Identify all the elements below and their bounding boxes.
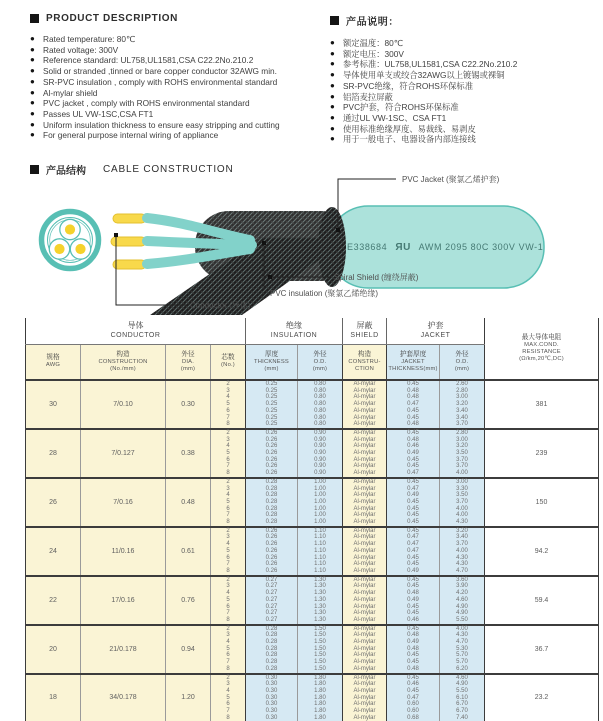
leader-dot [262, 241, 266, 245]
col-construction: 7/0.10 [81, 380, 166, 429]
col-dia: 0.94 [166, 625, 211, 674]
col-jacket-thickness: 0.45 0.47 0.47 0.47 0.45 0.45 0.49 [387, 527, 440, 576]
spec-item: ● PVC护套，符合ROHS环保标准 [330, 102, 598, 113]
awg-row-20 [26, 625, 599, 674]
spec-item: ● 参考标准：UL758,UL1581,CSA C22.2No.210.2 [330, 59, 598, 70]
spec-item: ● 用于一般电子、电器设备内部连接线 [330, 134, 598, 145]
spec-list-en [30, 34, 320, 141]
spec-item: ● 通过UL VW-1SC、CSA FT1 [330, 113, 598, 124]
col-ins-thickness: 0.28 0.28 0.28 0.28 0.28 0.28 0.28 [246, 625, 298, 674]
col-jacket-od: 2.80 3.00 3.20 3.50 3.70 3.70 4.00 [440, 429, 485, 478]
cable-cross-section-icon [42, 212, 99, 269]
col-cores: 2 3 4 5 6 7 8 [211, 478, 246, 527]
group-header-conductor: 导体 CONDUCTOR [26, 318, 246, 344]
table-group-header-row [26, 318, 599, 344]
awg-row-28 [26, 429, 599, 478]
col-awg: 28 [26, 429, 81, 478]
col-resistance: 150 [485, 478, 599, 527]
square-bullet-icon [30, 165, 39, 174]
column-header-8: 外径 O.D. (mm) [440, 344, 485, 380]
awg-row-22 [26, 576, 599, 625]
col-construction: 17/0.16 [81, 576, 166, 625]
awg-row-26 [26, 478, 599, 527]
label-conductor: Conductor (导体) [190, 301, 251, 310]
square-bullet-icon [30, 14, 39, 23]
col-ins-od: 1.80 1.80 1.80 1.80 1.80 1.80 1.80 [298, 674, 343, 721]
col-construction: 7/0.127 [81, 429, 166, 478]
col-jacket-od: 3.00 3.30 3.50 3.70 4.00 4.00 4.30 [440, 478, 485, 527]
col-awg: 18 [26, 674, 81, 721]
leader-dot [268, 275, 272, 279]
col-construction: 7/0.16 [81, 478, 166, 527]
col-awg: 26 [26, 478, 81, 527]
col-ins-thickness: 0.26 0.26 0.26 0.26 0.26 0.26 0.26 [246, 429, 298, 478]
awg-row-30 [26, 380, 599, 429]
spec-item: ● Uniform insulation thickness to ensure easy stripping and cutting [30, 120, 320, 131]
leader-dot [336, 228, 340, 232]
construction-title-zh: 产品结构 [46, 166, 86, 177]
product-description-en [30, 13, 320, 141]
col-cores: 2 3 4 5 6 7 8 [211, 576, 246, 625]
spec-item: ● Al-mylar shield [30, 88, 320, 99]
col-jacket-thickness: 0.45 0.48 0.48 0.47 0.45 0.45 0.48 [387, 380, 440, 429]
col-ins-thickness: 0.27 0.27 0.27 0.27 0.27 0.27 0.27 [246, 576, 298, 625]
col-cores: 2 3 4 5 6 7 8 [211, 380, 246, 429]
col-dia: 0.30 [166, 380, 211, 429]
spec-item: ● SR-PVC绝缘，符合ROHS环保标准 [330, 81, 598, 92]
col-ins-thickness: 0.30 0.30 0.30 0.30 0.30 0.30 0.30 [246, 674, 298, 721]
spec-item: ● Reference standard: UL758,UL1581,CSA C22.2No.210.2 [30, 55, 320, 66]
conductor-bar [113, 260, 146, 269]
cable-construction-diagram [0, 175, 603, 316]
col-construction: 11/0.16 [81, 527, 166, 576]
col-jacket-od: 2.60 2.80 3.00 3.20 3.40 3.40 3.70 [440, 380, 485, 429]
column-header-2: 外径 DIA. (mm) [166, 344, 211, 380]
construction-title-en: CABLE CONSTRUCTION [103, 164, 234, 175]
col-awg: 20 [26, 625, 81, 674]
section-title-text: PRODUCT DESCRIPTION [46, 13, 178, 24]
col-shield: Al-mylar Al-mylar Al-mylar Al-mylar Al-mylar Al-mylar Al-mylar [343, 429, 387, 478]
product-description-zh-title [330, 13, 598, 28]
col-ins-od: 1.30 1.30 1.30 1.30 1.30 1.30 1.30 [298, 576, 343, 625]
label-spiral-shield: Spiral Shield (缠绕屏蔽) [334, 273, 419, 282]
col-ins-thickness: 0.26 0.26 0.26 0.26 0.26 0.26 0.26 [246, 527, 298, 576]
spec-item: ● 铝箔麦拉屏蔽 [330, 92, 598, 103]
label-pvc-jacket: PVC Jacket (聚氯乙烯护套) [402, 175, 500, 184]
awg-row-24 [26, 527, 599, 576]
col-resistance: 239 [485, 429, 599, 478]
col-ins-od: 0.90 0.90 0.90 0.90 0.90 0.90 0.90 [298, 429, 343, 478]
col-resistance: 23.2 [485, 674, 599, 721]
cross-section-core [49, 239, 69, 259]
spec-item: ● 额定温度：80℃ [330, 38, 598, 49]
column-header-1: 构造 CONSTRUCTION (No./mm) [81, 344, 166, 380]
group-header-jacket: 护套 JACKET [387, 318, 485, 344]
spec-item: ● Passes UL VW-1SC,CSA FT1 [30, 109, 320, 120]
col-shield: Al-mylar Al-mylar Al-mylar Al-mylar Al-mylar Al-mylar Al-mylar [343, 625, 387, 674]
col-jacket-thickness: 0.45 0.45 0.48 0.49 0.45 0.45 0.46 [387, 576, 440, 625]
col-shield: Al-mylar Al-mylar Al-mylar Al-mylar Al-mylar Al-mylar Al-mylar [343, 576, 387, 625]
cable-spec-table [25, 318, 599, 721]
spec-item: ● SR-PVC insulation , comply with ROHS environmental standard [30, 77, 320, 88]
spec-item: ● 额定电压：300V [330, 49, 598, 60]
col-construction: 34/0.178 [81, 674, 166, 721]
spec-list-zh [330, 38, 598, 145]
group-header-shield: 屏蔽 SHIELD [343, 318, 387, 344]
col-cores: 2 3 4 5 6 7 8 [211, 625, 246, 674]
square-bullet-icon [330, 16, 339, 25]
col-dia: 0.76 [166, 576, 211, 625]
col-jacket-thickness: 0.45 0.46 0.45 0.47 0.60 0.60 0.68 [387, 674, 440, 721]
product-description-title [30, 13, 320, 24]
col-jacket-od: 3.20 3.40 3.70 4.00 4.30 4.30 4.70 [440, 527, 485, 576]
col-shield: Al-mylar Al-mylar Al-mylar Al-mylar Al-mylar Al-mylar Al-mylar [343, 478, 387, 527]
column-header-3: 芯数 (No.) [211, 344, 246, 380]
ul-mark-icon: ЯU [395, 242, 411, 253]
col-resistance: 59.4 [485, 576, 599, 625]
column-header-4: 厚度 THICKNESS (mm) [246, 344, 298, 380]
col-jacket-od: 3.60 3.90 4.20 4.60 4.90 4.90 5.50 [440, 576, 485, 625]
cross-section-core [60, 219, 80, 239]
col-shield: Al-mylar Al-mylar Al-mylar Al-mylar Al-mylar Al-mylar Al-mylar [343, 674, 387, 721]
col-ins-thickness: 0.25 0.25 0.25 0.25 0.25 0.25 0.25 [246, 380, 298, 429]
col-cores: 2 3 4 5 6 7 8 [211, 429, 246, 478]
col-dia: 0.48 [166, 478, 211, 527]
conductor-bar [113, 214, 146, 223]
col-ins-od: 1.50 1.50 1.50 1.50 1.50 1.50 1.50 [298, 625, 343, 674]
col-shield: Al-mylar Al-mylar Al-mylar Al-mylar Al-mylar Al-mylar Al-mylar [343, 380, 387, 429]
leader-dot [114, 233, 118, 237]
col-ins-od: 1.10 1.10 1.10 1.10 1.10 1.10 1.10 [298, 527, 343, 576]
col-awg: 22 [26, 576, 81, 625]
col-jacket-thickness: 0.45 0.48 0.46 0.49 0.45 0.45 0.47 [387, 429, 440, 478]
col-ins-thickness: 0.28 0.28 0.28 0.28 0.28 0.28 0.28 [246, 478, 298, 527]
column-header-max-resistance: 最大导体电阻 MAX.COND. RESISTANCE (Ω/km,20℃,DC) [485, 318, 599, 380]
col-dia: 1.20 [166, 674, 211, 721]
spec-item: ● 使用标准绝缘厚度、易裁线、易剥皮 [330, 124, 598, 135]
spec-item: ● 导体使用单支或绞合32AWG以上镀锡或裸铜 [330, 70, 598, 81]
col-cores: 2 3 4 5 6 7 8 [211, 674, 246, 721]
col-resistance: 36.7 [485, 625, 599, 674]
jacket-marking-text: E338684 ЯU AWM 2095 80C 300V VW-1 [347, 242, 544, 253]
spec-item: ● Rated voltage: 300V [30, 45, 320, 56]
cross-section-core [70, 239, 90, 259]
col-construction: 21/0.178 [81, 625, 166, 674]
spec-item: ● PVC jacket , comply with ROHS environmental standard [30, 98, 320, 109]
col-dia: 0.61 [166, 527, 211, 576]
col-jacket-od: 4.00 4.30 4.70 5.30 5.70 5.70 6.20 [440, 625, 485, 674]
label-pvc-insulation: PVC insulation (聚氯乙烯绝缘) [270, 289, 379, 298]
cable-construction-heading [30, 162, 234, 177]
col-awg: 24 [26, 527, 81, 576]
col-shield: Al-mylar Al-mylar Al-mylar Al-mylar Al-mylar Al-mylar Al-mylar [343, 527, 387, 576]
col-cores: 2 3 4 5 6 7 8 [211, 527, 246, 576]
col-resistance: 94.2 [485, 527, 599, 576]
col-jacket-od: 4.60 4.90 5.50 6.10 6.70 6.70 7.40 [440, 674, 485, 721]
spec-item: ● Rated temperature: 80℃ [30, 34, 320, 45]
col-jacket-thickness: 0.45 0.47 0.49 0.45 0.45 0.45 0.45 [387, 478, 440, 527]
col-jacket-thickness: 0.45 0.48 0.49 0.48 0.45 0.45 0.48 [387, 625, 440, 674]
spec-item: ● For general purpose internal wiring of appliance [30, 130, 320, 141]
column-header-5: 外径 O.D. (mm) [298, 344, 343, 380]
group-header-insulation: 绝缘 INSULATION [246, 318, 343, 344]
column-header-6: 构造 CONSTRU- CTION [343, 344, 387, 380]
spec-item: ● Solid or stranded ,tinned or bare copper conductor 32AWG min. [30, 66, 320, 77]
product-description-zh [330, 13, 598, 145]
column-header-7: 护套厚度 JACKET THICKNESS(mm) [387, 344, 440, 380]
col-dia: 0.38 [166, 429, 211, 478]
section-title-text: 产品说明： [346, 17, 399, 28]
awg-row-18 [26, 674, 599, 721]
col-resistance: 381 [485, 380, 599, 429]
col-ins-od: 1.00 1.00 1.00 1.00 1.00 1.00 1.00 [298, 478, 343, 527]
col-awg: 30 [26, 380, 81, 429]
column-header-0: 规格 AWG [26, 344, 81, 380]
col-ins-od: 0.80 0.80 0.80 0.80 0.80 0.80 0.80 [298, 380, 343, 429]
